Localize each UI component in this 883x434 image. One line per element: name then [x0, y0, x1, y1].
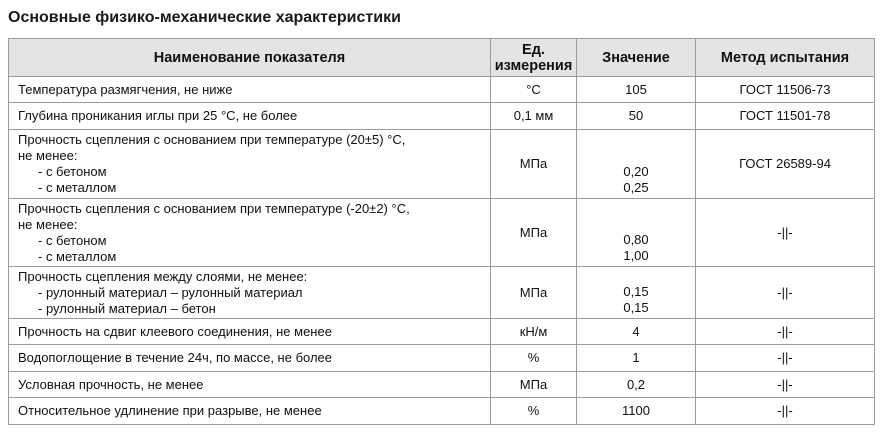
row-sub-item: - с металлом	[38, 180, 117, 195]
row-method: -||-	[696, 372, 875, 398]
row-method: -||-	[696, 199, 875, 267]
row-value: 4	[577, 319, 696, 345]
row-unit: %	[491, 398, 577, 425]
row-value-item: 0,80	[623, 232, 649, 247]
row-name	[9, 267, 491, 319]
row-name	[9, 130, 491, 199]
row-name-line: Прочность сцепления с основанием при температуре (-20±2) °С,	[18, 200, 410, 216]
row-sub-item: - рулонный материал – рулонный материал	[38, 284, 303, 300]
row-method: ГОСТ 11506-73	[696, 77, 875, 103]
header-value: Значение	[577, 39, 696, 77]
row-value-item: 0,25	[623, 180, 649, 195]
row-value-item: 0,15	[623, 284, 649, 299]
row-name: Глубина проникания иглы при 25 °С, не более	[9, 103, 491, 130]
row-name-line: не менее:	[18, 216, 78, 232]
table-row	[9, 130, 875, 199]
row-method: -||-	[696, 267, 875, 319]
row-sub-item: - рулонный материал – бетон	[38, 300, 216, 316]
row-value: 50	[577, 103, 696, 130]
row-name: Температура размягчения, не ниже	[9, 77, 491, 103]
row-method: ГОСТ 26589-94	[696, 130, 875, 199]
row-name-line: Прочность сцепления между слоями, не менее:	[18, 268, 308, 284]
row-name: Условная прочность, не менее	[9, 372, 491, 398]
row-method: -||-	[696, 319, 875, 345]
header-unit	[491, 39, 577, 77]
row-unit: %	[491, 345, 577, 372]
row-unit: 0,1 мм	[491, 103, 577, 130]
row-name-line: Прочность сцепления с основанием при температуре (20±5) °С,	[18, 132, 406, 147]
characteristics-table	[8, 38, 875, 425]
table-row	[9, 398, 875, 425]
header-unit-line: измерения	[494, 57, 573, 74]
table-row	[9, 372, 875, 398]
table-row	[9, 319, 875, 345]
row-unit: °С	[491, 77, 577, 103]
row-value-item: 1,00	[623, 248, 649, 263]
row-value: 105	[577, 77, 696, 103]
row-name: Водопоглощение в течение 24ч, по массе, не более	[9, 345, 491, 372]
row-value: 1100	[577, 398, 696, 425]
row-unit: кН/м	[491, 319, 577, 345]
header-method: Метод испытания	[696, 39, 875, 77]
row-name: Относительное удлинение при разрыве, не менее	[9, 398, 491, 425]
row-unit: МПа	[491, 199, 577, 267]
row-name-line: не менее:	[18, 148, 78, 163]
header-unit-line: Ед.	[522, 41, 545, 58]
row-sub-item: - с металлом	[38, 248, 117, 264]
row-unit: МПа	[491, 130, 577, 199]
row-name: Прочность на сдвиг клеевого соединения, не менее	[9, 319, 491, 345]
table-row	[9, 345, 875, 372]
row-sub-item: - с бетоном	[38, 232, 107, 248]
table-header-row	[9, 39, 875, 77]
row-method: -||-	[696, 345, 875, 372]
row-value: 1	[577, 345, 696, 372]
page-title: Основные физико-механические характеристики	[8, 9, 401, 26]
row-value-item: 0,15	[623, 300, 649, 315]
row-unit: МПа	[491, 267, 577, 319]
table-row	[9, 199, 875, 267]
row-method: ГОСТ 11501-78	[696, 103, 875, 130]
row-value	[577, 130, 696, 199]
row-sub-item: - с бетоном	[38, 164, 107, 179]
header-name: Наименование показателя	[9, 39, 491, 77]
row-name	[9, 199, 491, 267]
table-row	[9, 267, 875, 319]
row-value-item: 0,20	[623, 164, 649, 179]
row-value	[577, 199, 696, 267]
row-unit: МПа	[491, 372, 577, 398]
row-value	[577, 267, 696, 319]
row-value: 0,2	[577, 372, 696, 398]
row-method: -||-	[696, 398, 875, 425]
table-row	[9, 103, 875, 130]
table-row	[9, 77, 875, 103]
